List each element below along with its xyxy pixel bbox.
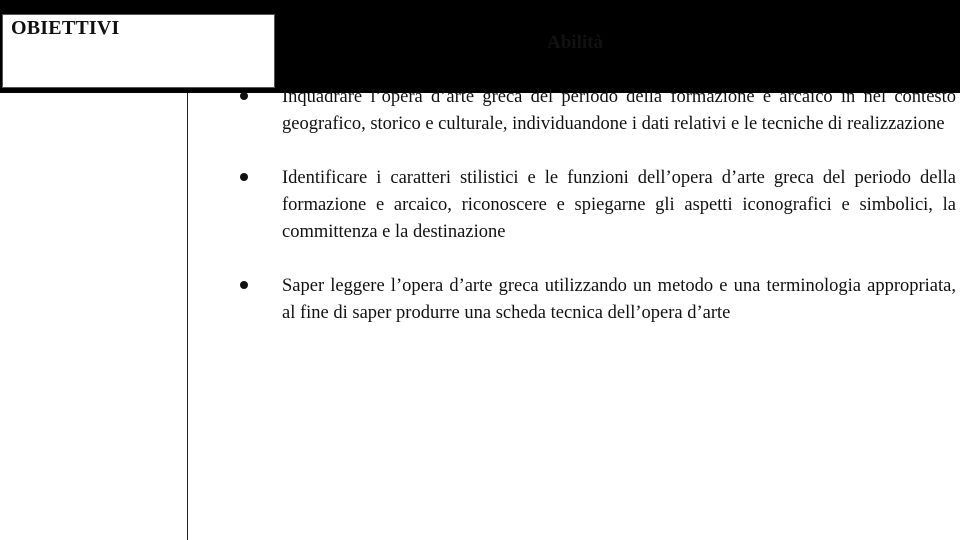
header-title: OBIETTIVI (11, 17, 120, 39)
bullet-list (236, 84, 956, 354)
list-item (236, 273, 956, 327)
bullet-icon (240, 92, 248, 100)
left-column-cell (0, 93, 188, 540)
list-item (236, 84, 956, 138)
bullet-icon (240, 173, 248, 181)
list-item (236, 165, 956, 246)
bullet-icon (240, 281, 248, 289)
section-title: Abilità (547, 32, 603, 53)
list-item-text: Saper leggere l’opera d’arte greca utilizzando un metodo e una terminologia appropriata, al fine di saper produrre una scheda tecnica dell’opera d’arte (282, 276, 956, 323)
list-item-text: Identificare i caratteri stilistici e le funzioni dell’opera d’arte greca del periodo della formazione e arcaico, riconoscere e spiegarne gli aspetti iconografici e simbolici, la committenza e la destinazione (282, 168, 956, 242)
list-item-text: Inquadrare l’opera d’arte greca del periodo della formazione e arcaico in nel contesto geografico, storico e culturale, individuandone i dati relativi e le tecniche di realizzazione (282, 87, 956, 134)
